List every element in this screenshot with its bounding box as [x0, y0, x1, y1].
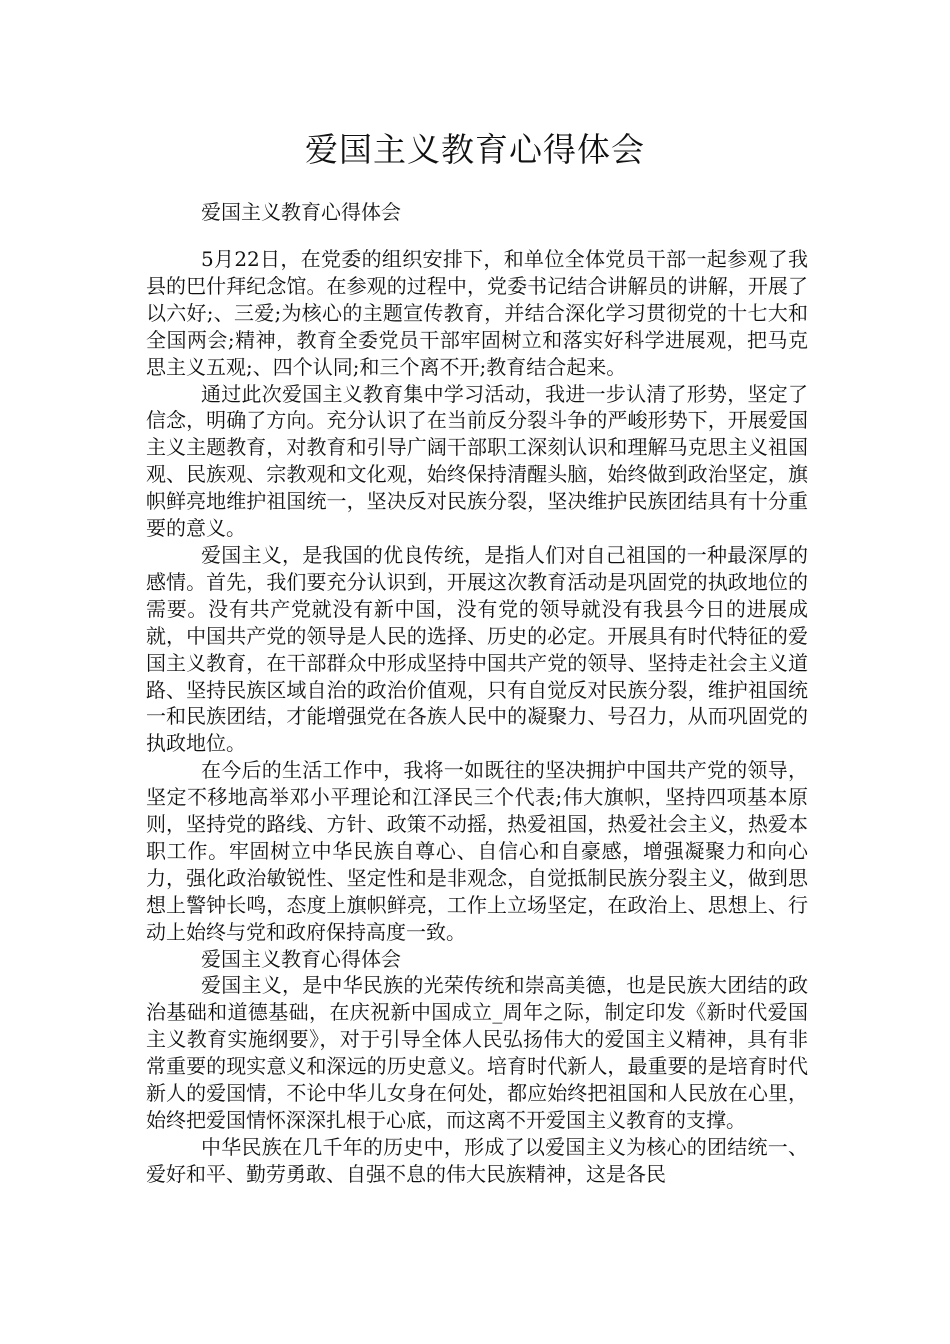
document-title: 爱国主义教育心得体会 — [305, 130, 645, 169]
document-subtitle: 爱国主义教育心得体会 — [201, 200, 401, 224]
document-body — [146, 246, 808, 1188]
section-heading: 爱国主义教育心得体会 — [201, 946, 401, 971]
paragraph-1: 5月22日，在党委的组织安排下，和单位全体党员干部一起参观了我县的巴什拜纪念馆。在参观的过程中，党委书记结合讲解员的讲解，开展了以六好;、三爱;为核心的主题宣传教育，并结合深化学习贯彻党的十七大和全国两会;精神，教育全委党员干部牢固树立和落实好科学进展观，把马克思主义五观;、四个认同;和三个离不开;教育结合起来。 — [146, 247, 808, 379]
paragraph-2: 通过此次爱国主义教育集中学习活动，我进一步认清了形势，坚定了信念，明确了方向。充分认识了在当前反分裂斗争的严峻形势下，开展爱国主义主题教育，对教育和引导广阔干部职工深刻认识和理解马克思主义祖国观、民族观、宗教观和文化观，始终保持清醒头脑，始终做到政治坚定，旗帜鲜亮地维护祖国统一，坚决反对民族分裂，坚决维护民族团结具有十分重要的意义。 — [146, 381, 808, 541]
paragraph-5: 爱国主义，是中华民族的光荣传统和崇高美德，也是民族大团结的政治基础和道德基础，在庆祝新中国成立_周年之际，制定印发《新时代爱国主义教育实施纲要》，对于引导全体人民弘扬伟大的爱国主义精神，具有非常重要的现实意义和深远的历史意义。培育时代新人，最重要的是培育时代新人的爱国情，不论中华儿女身在何处，都应始终把祖国和人民放在心里，始终把爱国情怀深深扎根于心底，而这离不开爱国主义教育的支撑。 — [146, 973, 808, 1132]
paragraph-3: 爱国主义，是我国的优良传统，是指人们对自己祖国的一种最深厚的感情。首先，我们要充分认识到，开展这次教育活动是巩固党的执政地位的需要。没有共产党就没有新中国，没有党的领导就没有我县今日的进展成就，中国共产党的领导是人民的选择、历史的必定。开展具有时代特征的爱国主义教育，在干部群众中形成坚持中国共产党的领导、坚持走社会主义道路、坚持民族区域自治的政治价值观，只有自觉反对民族分裂，维护祖国统一和民族团结，才能增强党在各族人民中的凝聚力、号召力，从而巩固党的执政地位。 — [146, 542, 808, 756]
paragraph-6: 中华民族在几千年的历史中，形成了以爱国主义为核心的团结统一、爱好和平、勤劳勇敢、自强不息的伟大民族精神，这是各民 — [146, 1134, 808, 1186]
paragraph-4: 在今后的生活工作中，我将一如既往的坚决拥护中国共产党的领导，坚定不移地高举邓小平理论和江泽民三个代表;伟大旗帜，坚持四项基本原则，坚持党的路线、方针、政策不动摇，热爱祖国，热爱社会主义，热爱本职工作。牢固树立中华民族自尊心、自信心和自豪感，增强凝聚力和向心力，强化政治敏锐性、坚定性和是非观念，自觉抵制民族分裂主义，做到思想上警钟长鸣，态度上旗帜鲜亮，工作上立场坚定，在政治上、思想上、行动上始终与党和政府保持高度一致。 — [146, 758, 808, 944]
